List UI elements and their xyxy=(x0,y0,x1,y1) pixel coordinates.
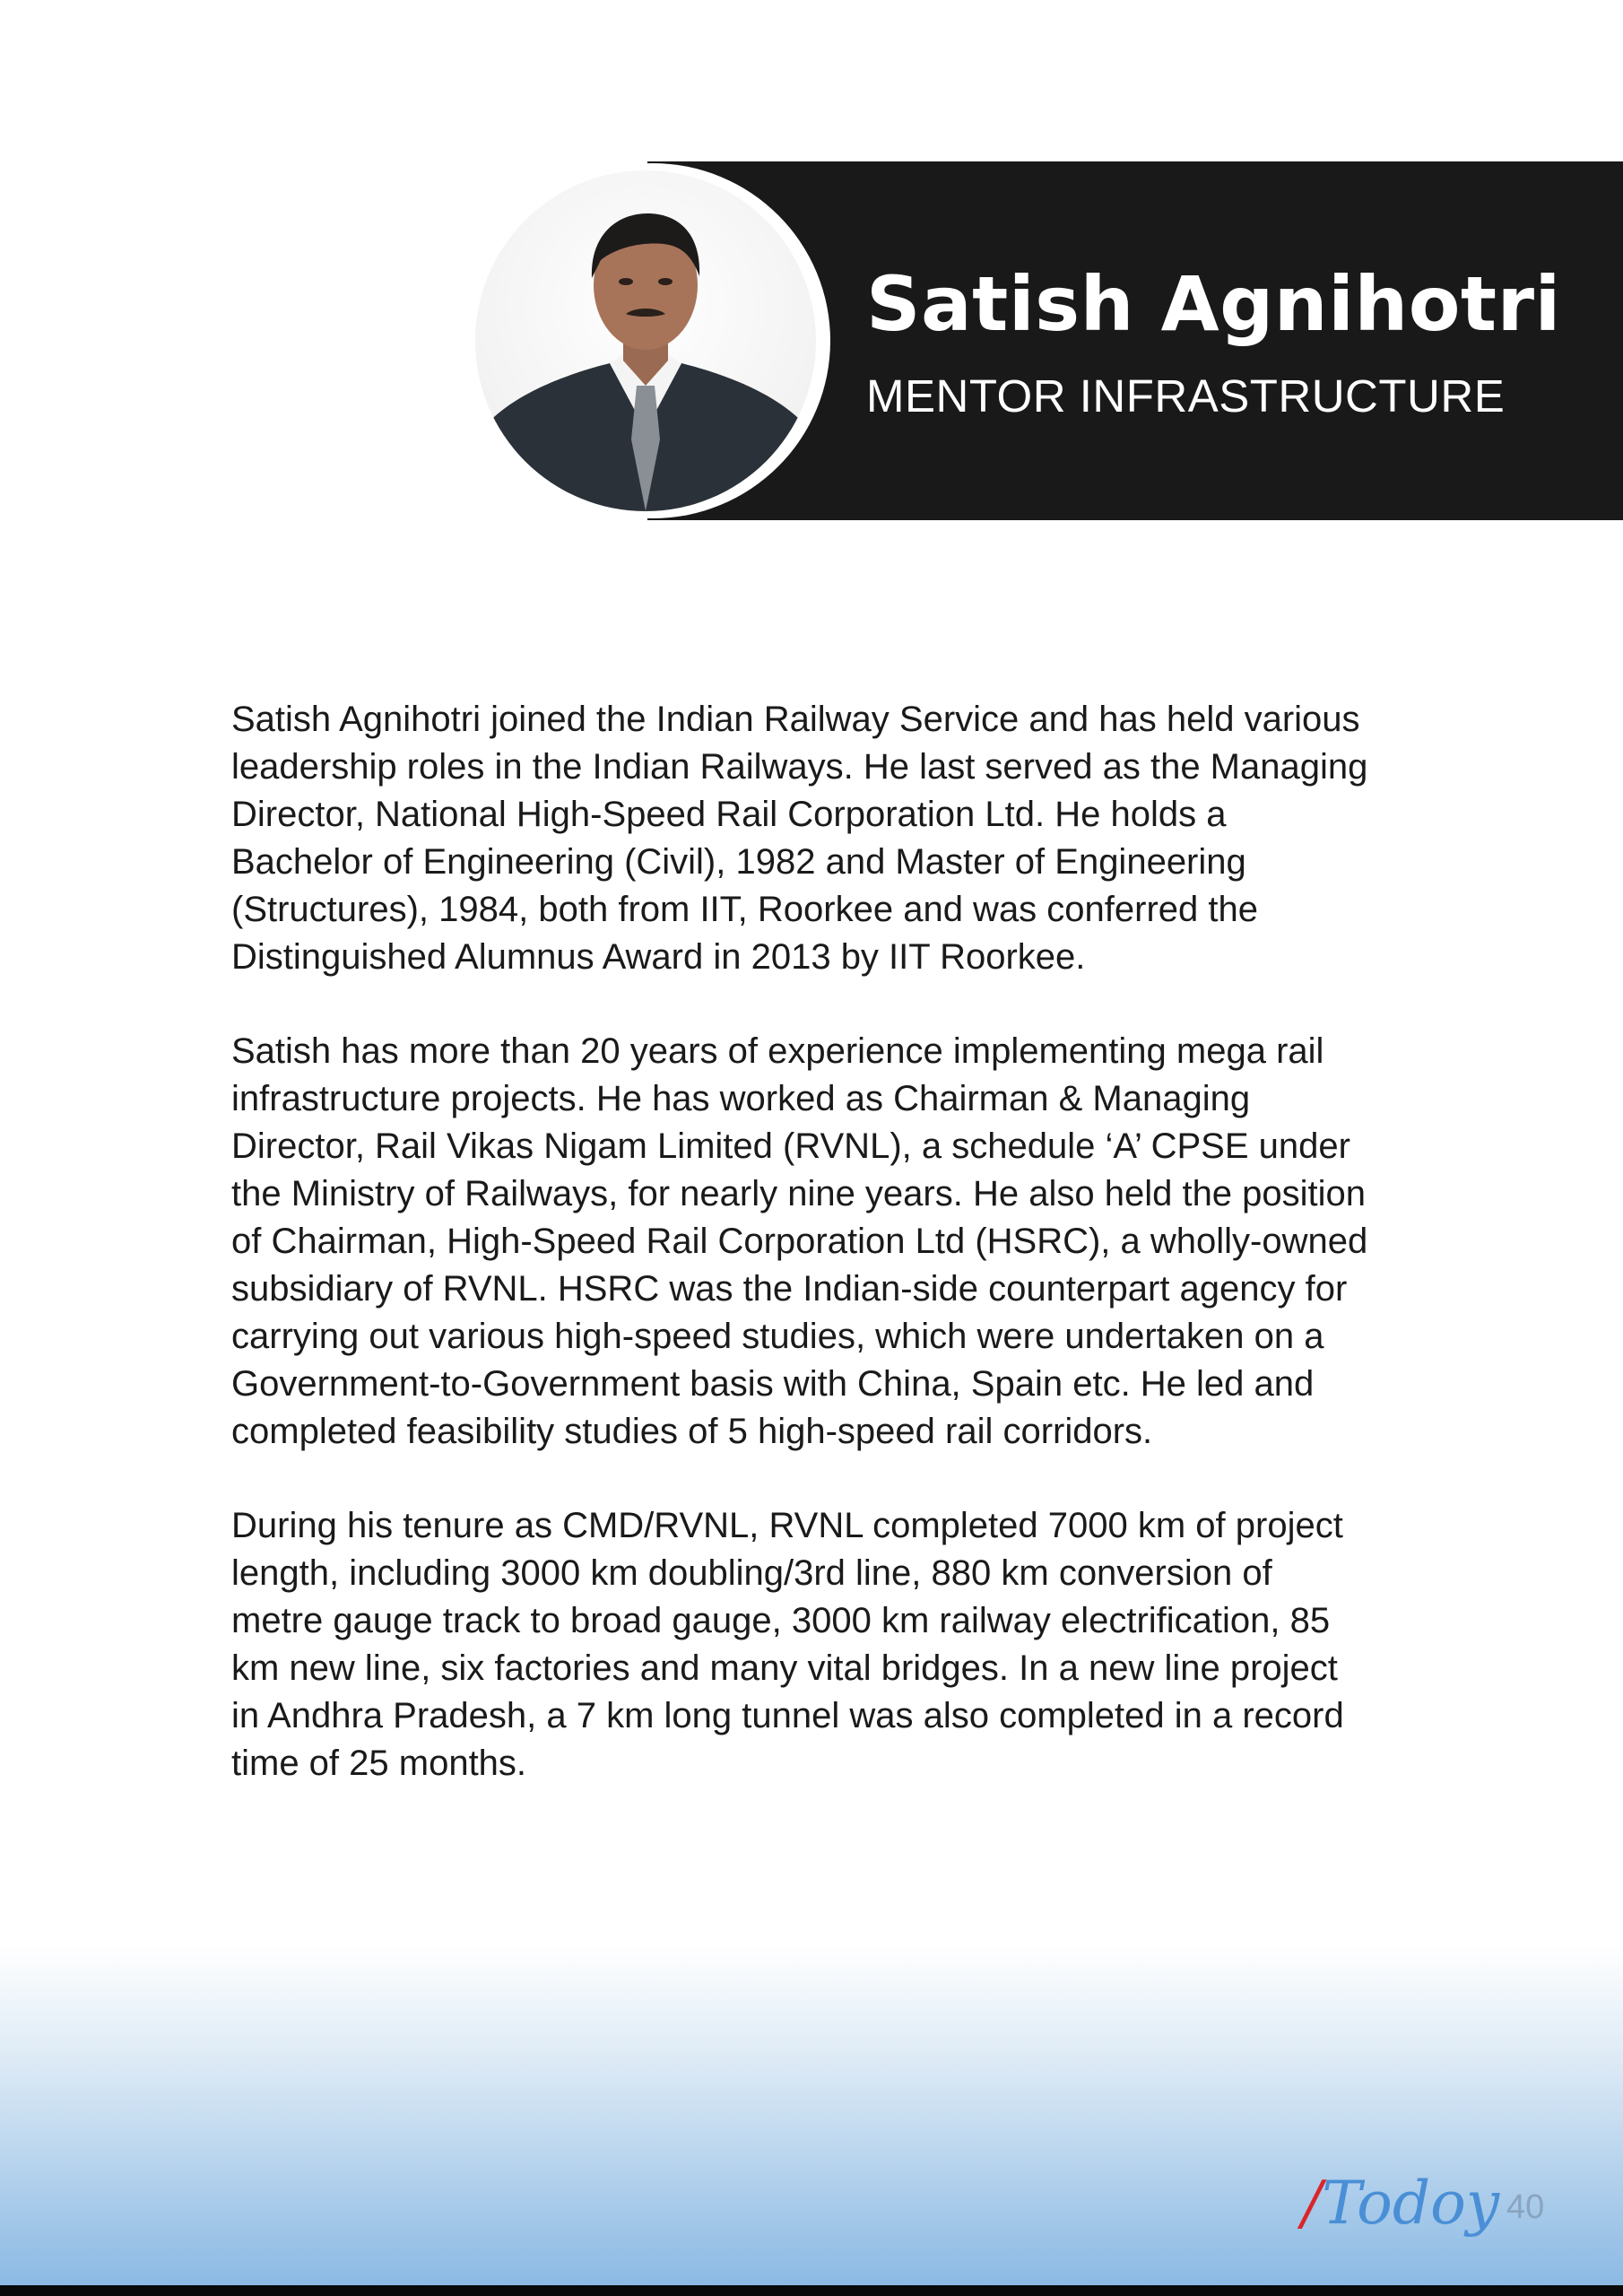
brand-logo xyxy=(1302,2169,1500,2238)
bio-section xyxy=(231,696,1469,1834)
portrait-photo xyxy=(475,170,816,511)
portrait-illustration xyxy=(475,170,816,511)
portrait-eye-right xyxy=(658,278,673,285)
portrait-eye-left xyxy=(619,278,633,285)
bottom-edge-bar xyxy=(0,2285,1623,2296)
person-role: MENTOR INFRASTRUCTURE xyxy=(866,370,1506,422)
bio-paragraph: During his tenure as CMD/RVNL, RVNL completed 7000 km of project length, including 3000 km doubling/3rd line, 880 km conversion of metre gauge track to broad gauge, 3000 km railway electrification, 85 km new line, six factories and many vital bridges. In a new line project in Andhra Pradesh, a 7 km long tunnel was also completed in a record time of 25 months. xyxy=(231,1506,1344,1783)
bio-paragraph: Satish has more than 20 years of experience implementing mega rail infrastructure projects. He has worked as Chairman & Managing Director, Rail Vikas Nigam Limited (RVNL), a schedule ‘A’ CPSE under the Ministry of Railways, for nearly nine years. He also held the position of Chairman, High-Speed Rail Corporation Ltd (HSRC), a wholly-owned subsidiary of RVNL. HSRC was the Indian-side counterpart agency for carrying out various high-speed studies, which were undertaken on a Government-to-Government basis with China, Spain etc. He led and completed feasibility studies of 5 high-speed rail corridors. xyxy=(231,1031,1368,1451)
logo-accent: / xyxy=(1302,2169,1323,2238)
person-name: Satish Agnihotri xyxy=(866,260,1561,348)
logo-text: Todoy xyxy=(1322,2169,1500,2238)
page-number: 40 xyxy=(1506,2188,1545,2226)
bio-paragraph: Satish Agnihotri joined the Indian Railway Service and has held various leadership roles in the Indian Railways. He last served as the Managing Director, National High-Speed Rail Corporation Ltd. He holds a Bachelor of Engineering (Civil), 1982 and Master of Engineering (Structures), 1984, both from IIT, Roorkee and was conferred the Distinguished Alumnus Award in 2013 by IIT Roorkee. xyxy=(231,700,1368,977)
